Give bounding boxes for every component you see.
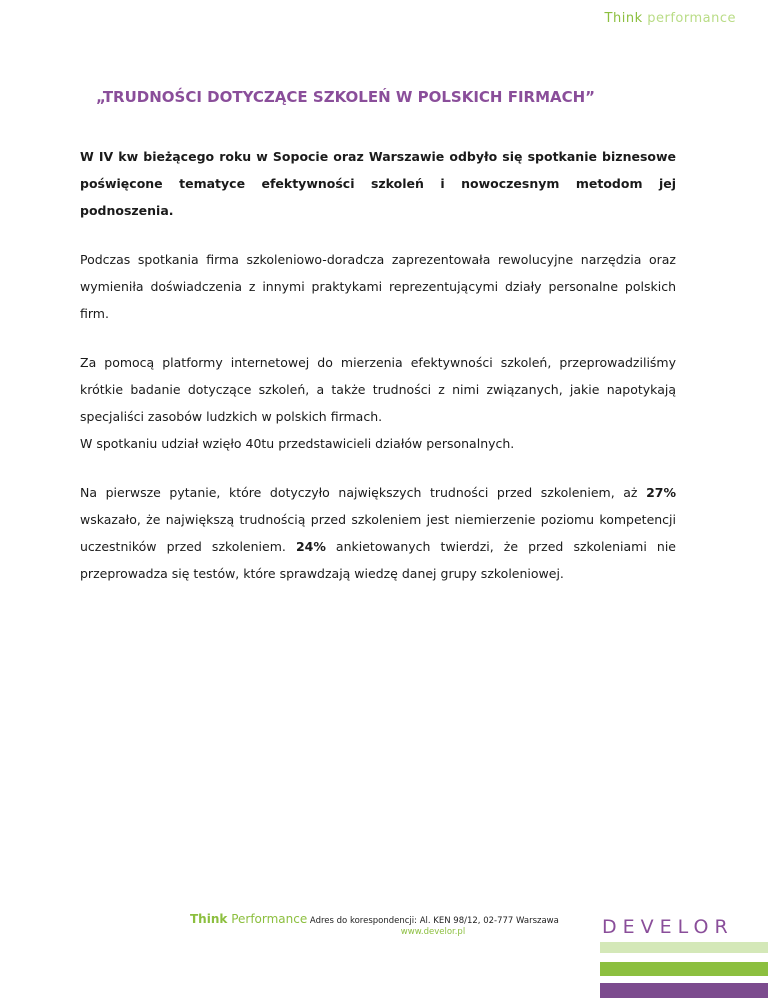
logo-bar-purple — [600, 983, 768, 998]
results-text-3: ankietowanych twierdzi, że przed szkoleniami nie przeprowadza się testów, które sprawdzają wiedzę danej grupy szkoleniowej. — [80, 539, 676, 581]
footer-brand-think: Think — [190, 912, 228, 926]
results-text-2: wskazało, że największą trudnością przed szkoleniem jest niemierzenie poziomu kompetencji uczestników przed szkoleniem. — [80, 512, 676, 554]
results-stat-24: 24% — [295, 539, 326, 554]
develor-logo — [600, 916, 768, 998]
header-brand-performance: performance — [642, 11, 736, 26]
paragraph-results — [80, 479, 676, 587]
results-stat-27: 27% — [646, 485, 676, 500]
footer-brand-performance: Performance — [227, 912, 308, 926]
document-body — [80, 143, 676, 587]
logo-bar-green — [600, 962, 768, 976]
footer-address-line — [190, 912, 590, 926]
results-text-1: Na pierwsze pytanie, które dotyczyło największych trudności przed szkoleniem, aż — [80, 485, 647, 500]
header-brand — [605, 11, 736, 26]
footer-website-link[interactable]: www.develor.pl — [400, 927, 466, 937]
logo-bar-light-green — [600, 942, 768, 953]
intro-paragraph: W IV kw bieżącego roku w Sopocie oraz Warszawie odbyło się spotkanie biznesowe poświęcone tematyce efektywności szkoleń i nowoczesnym metodom jej podnoszenia. — [80, 149, 676, 218]
paragraph-platform: Za pomocą platformy internetowej do mierzenia efektywności szkoleń, przeprowadziliśmy krótkie badanie dotyczące szkoleń, a także trudności z nimi związanych, jakie napotykają specjaliści zasobów ludzkich w polskich firmach. — [80, 355, 676, 424]
header-brand-think: Think — [604, 11, 643, 26]
paragraph-attendance: W spotkaniu udział wzięło 40tu przedstawicieli działów personalnych. — [80, 436, 515, 451]
paragraph-meeting: Podczas spotkania firma szkoleniowo-doradcza zaprezentowała rewolucyjne narzędzia oraz wymieniła doświadczenia z innymi praktykami reprezentującymi działy personalne polskich firm. — [80, 252, 676, 321]
develor-logo-text: DEVELOR — [602, 916, 734, 938]
document-title: „TRUDNOŚCI DOTYCZĄCE SZKOLEŃ W POLSKICH FIRMACH” — [96, 88, 596, 106]
footer-address: Adres do korespondencji: Al. KEN 98/12, 02-777 Warszawa — [307, 916, 559, 926]
footer — [190, 912, 590, 937]
